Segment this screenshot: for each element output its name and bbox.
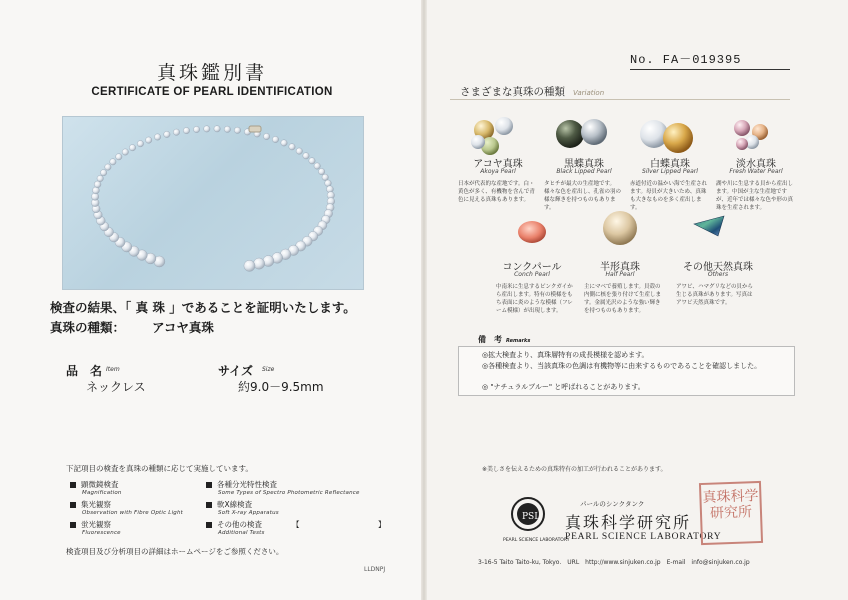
lab-tagline: パールのシンクタンク	[580, 500, 645, 508]
bullet-square-icon	[206, 502, 212, 508]
pearl-necklace-photo	[62, 116, 364, 290]
size-value: 約9.0－9.5mm	[238, 380, 324, 394]
conch-pearl-image	[518, 221, 546, 243]
necklace-bead	[322, 174, 328, 180]
item-value: ネックレス	[86, 380, 146, 394]
bullet-square-icon	[206, 522, 212, 528]
fresh-water-pearls-image	[734, 120, 768, 150]
necklace-bead	[244, 260, 255, 271]
pearl-desc-others: アワビ、ハマグリなどの貝から生じる真珠があります。写真はアワビ天然真珠です。	[676, 284, 753, 306]
abalone-pearl-image	[694, 216, 724, 236]
half-pearl-image	[603, 211, 637, 245]
necklace-bead	[263, 133, 269, 139]
official-seal: 真珠科学研究所	[699, 481, 763, 545]
bullet-square-icon	[206, 482, 212, 488]
method-magnification: 顕微鏡検査 Magnification	[70, 479, 122, 496]
pearl-name-conch: コンクパール	[502, 262, 562, 273]
necklace-bead	[296, 148, 302, 154]
necklace-bead	[110, 159, 116, 165]
necklace-bead	[154, 134, 160, 140]
akoya-pearls-image	[471, 117, 513, 155]
necklace-bead	[100, 170, 106, 176]
psl-mark: PSL	[522, 512, 541, 522]
lab-name-jp: 真珠科学研究所	[565, 513, 692, 532]
variation-heading: さまざまな真珠の種類 Variation	[460, 86, 605, 98]
necklace-bead	[116, 154, 122, 160]
method-additional: その他の検査 Additional Tests	[206, 519, 265, 536]
pearl-desc-freshwater: 湖や川に生息する貝から産出します。中国が主な生産地ですが、近年では様々な色や形の真珠を生産されます。	[716, 181, 794, 211]
bullet-square-icon	[70, 502, 76, 508]
necklace-bead	[234, 127, 240, 133]
certificate-number: No. FA－019395	[630, 50, 790, 70]
result-statement: 検査の結果、「 真 珠 」であることを証明いたします。	[50, 300, 356, 315]
pearl-en-freshwater: Fresh Water Pearl	[729, 168, 783, 175]
methods-intro: 下記項目の検査を真珠の種類に応じて実施しています。	[66, 464, 253, 473]
certificate-title-en: CERTIFICATE OF PEARL IDENTIFICATION	[91, 86, 333, 98]
additional-bracket-open: 【	[292, 520, 300, 529]
necklace-bead	[97, 175, 103, 181]
lab-name-en: PEARL SCIENCE LABORATORY	[565, 532, 722, 542]
size-label: サイズ	[218, 364, 254, 378]
necklace-bead	[193, 126, 199, 132]
necklace-bead	[309, 158, 315, 164]
necklace-bead	[272, 136, 278, 142]
pearl-desc-akoya: 日本が代表的な産地です。白・黄色が多く、有機物を含んで青色に見える真珠もあります。	[458, 181, 535, 203]
pearl-en-conch: Conch Pearl	[514, 271, 550, 278]
pearl-desc-black: タヒチが最大の生産地です。様々な色を産出し、孔雀の羽の様な輝きを持つものもあります。	[544, 181, 622, 211]
pearl-en-black: Black Lipped Pearl	[556, 168, 612, 175]
form-code: LLDNPJ	[364, 566, 386, 573]
item-label: 品 名	[66, 364, 103, 378]
variation-divider	[450, 99, 790, 100]
pearl-name-freshwater: 淡水真珠	[736, 159, 776, 170]
necklace-bead	[92, 187, 99, 194]
remark-line-3: ◎ "ナチュラルブルー" と呼ばれることがあります。	[482, 383, 645, 391]
necklace-bead	[164, 131, 170, 137]
necklace-bead	[94, 181, 101, 188]
additional-bracket-close: 】	[378, 520, 386, 529]
black-lipped-pearls-image	[556, 119, 607, 148]
pearl-en-others: Others	[707, 271, 729, 278]
psl-logo-icon	[500, 490, 570, 546]
pearl-name-silver: 白蝶真珠	[650, 159, 690, 170]
pearl-type-label: 真珠の種類：	[50, 320, 126, 335]
method-spectro: 各種分光特性検査 Some Types of Spectro Photometric Reflectance	[206, 479, 360, 496]
necklace-bead	[318, 168, 324, 174]
pearl-en-half: Half Pearl	[605, 271, 635, 278]
logo-caption: PEARL SCIENCE LABORATORY	[503, 538, 570, 543]
remarks-heading: 備 考 Remarks	[478, 335, 531, 344]
method-fibre-optic: 集光観察 Observation with Fibre Optic Light	[70, 499, 183, 516]
pearl-name-akoya: アコヤ真珠	[473, 159, 523, 170]
pearl-en-akoya: Akoya Pearl	[480, 168, 516, 175]
necklace-bead	[204, 126, 210, 132]
bullet-square-icon	[70, 522, 76, 528]
bullet-square-icon	[70, 482, 76, 488]
necklace-bead	[122, 149, 128, 155]
necklace-bead	[105, 164, 111, 170]
pearl-type-value: アコヤ真珠	[152, 320, 214, 335]
remark-line-1: ◎拡大検査より、真珠層特有の成長模様を認めます。	[482, 351, 649, 359]
treatment-note: ※美しさを伝えるための真珠特有の加工が行われることがあります。	[482, 466, 667, 473]
pearl-name-others: その他天然真珠	[683, 262, 753, 273]
necklace-illustration	[63, 117, 363, 289]
necklace-bead	[281, 140, 287, 146]
pearl-desc-silver: 赤道付近の温かい海で生産されます。母貝が大きいため、真珠も大きなものを多く産出します。	[630, 181, 708, 211]
necklace-bead	[137, 141, 143, 147]
method-fluorescence: 蛍光観察 Fluorescence	[70, 519, 121, 536]
item-label-en: Item	[106, 366, 120, 373]
certificate-title-jp: 真珠鑑別書	[156, 62, 267, 84]
remark-line-2: ◎各種検査より、当該真珠の色調は有機物等に由来するものであることを確認しました。	[482, 362, 762, 370]
necklace-bead	[289, 144, 295, 150]
lab-address: 3-16-5 Taito Taito-ku, Tokyo. URL http://www.sinjuken.co.jp E-mail info@sinjuken.co.jp	[478, 559, 750, 566]
silver-lipped-pearls-image	[640, 120, 693, 153]
necklace-bead	[214, 126, 220, 132]
necklace-bead	[173, 129, 179, 135]
necklace-bead	[303, 153, 309, 159]
necklace-bead	[314, 163, 320, 169]
pearl-desc-conch: 中南米に生息するピンクガイから産出します。特有の模様をもち表面に炎のような模様（フレーム模様）が出現します。	[496, 284, 573, 314]
necklace-bead	[254, 258, 265, 269]
necklace-bead	[325, 180, 332, 187]
necklace-bead	[129, 145, 135, 151]
pearl-name-half: 半形真珠	[600, 262, 640, 273]
necklace-bead	[224, 126, 230, 132]
pearl-desc-half: 主にマベで養殖します。貝殻の内側に核を張り付けて生産します。金属光沢のような強い輝きを持つものもあります。	[584, 284, 662, 314]
method-soft-xray: 軟X線検査 Soft X-ray Apparatus	[206, 499, 279, 516]
size-label-en: Size	[262, 366, 275, 373]
psl-logo	[500, 490, 570, 546]
necklace-bead	[146, 137, 152, 143]
necklace-bead	[183, 127, 189, 133]
pearl-name-black: 黒蝶真珠	[564, 159, 604, 170]
pearl-en-silver: Silver Lipped Pearl	[642, 168, 698, 175]
methods-footer-note: 検査項目及び分析項目の詳細はホームページをご参照ください。	[66, 547, 284, 556]
